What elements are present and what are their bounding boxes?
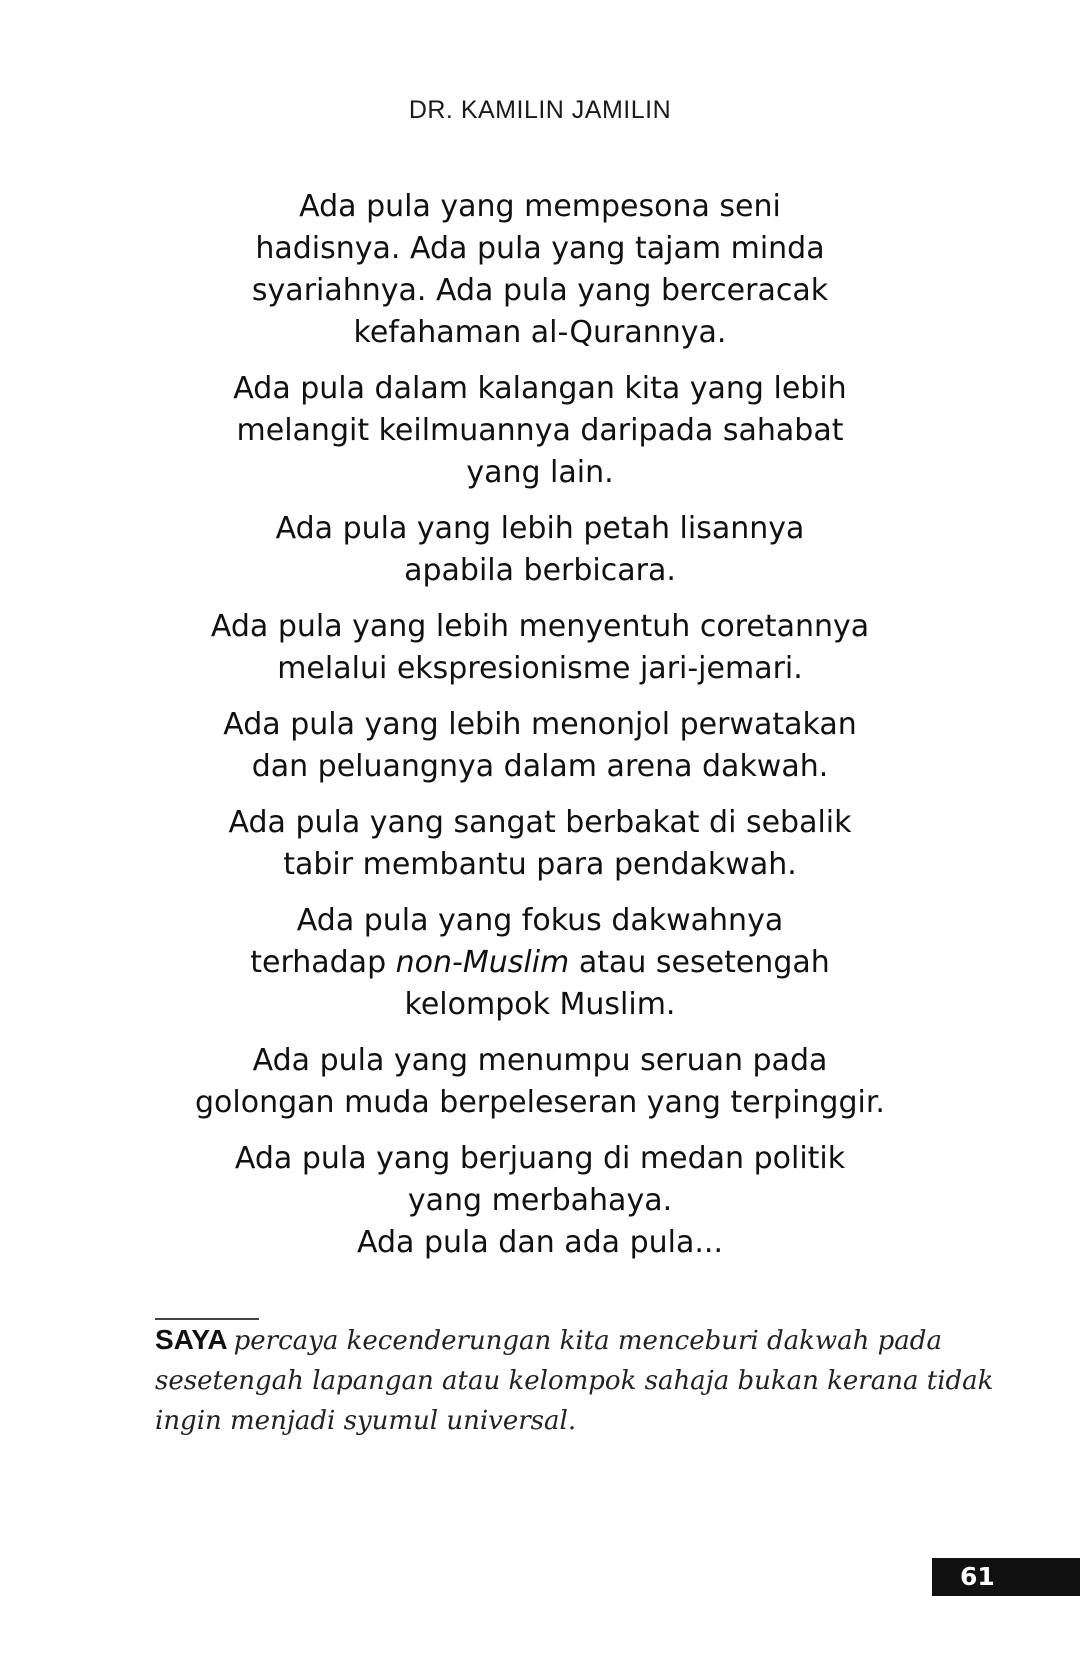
stanza-4	[150, 606, 930, 690]
poem-line: melangit keilmuannya daripada sahabat	[236, 413, 844, 448]
stanza-7	[150, 900, 930, 1026]
note-line-3: ingin menjadi syumul universal.	[155, 1406, 577, 1436]
poem-line: syariahnya. Ada pula yang berceracak	[251, 273, 829, 308]
poem-line: Ada pula yang berjuang di medan politik	[234, 1141, 846, 1176]
poem-line: Ada pula yang lebih menonjol perwatakan	[223, 707, 857, 742]
page-number: 61	[932, 1558, 1080, 1596]
poem-line: Ada pula dan ada pula...	[357, 1225, 723, 1260]
poem-line: Ada pula yang lebih petah lisannya	[275, 511, 805, 546]
note-lead-word: SAYA	[155, 1324, 228, 1355]
poem-line: yang merbahaya.	[407, 1183, 673, 1218]
poem-line: Ada pula yang fokus dakwahnya	[296, 903, 784, 938]
poem-line: Ada pula yang menumpu seruan pada	[252, 1043, 828, 1078]
poem-line: yang lain.	[466, 455, 614, 490]
poem-line: Ada pula yang sangat berbakat di sebalik	[228, 805, 852, 840]
poem-body	[150, 186, 930, 1278]
stanza-6	[150, 802, 930, 886]
poem-line: Ada pula yang lebih menyentuh coretannya	[210, 609, 870, 644]
stanza-9	[150, 1138, 930, 1264]
stanza-1	[150, 186, 930, 354]
stanza-2	[150, 368, 930, 494]
stanza-8	[150, 1040, 930, 1124]
poem-text: atau sesetengah	[569, 945, 830, 980]
poem-line: dan peluangnya dalam arena dakwah.	[251, 749, 829, 784]
poem-line-mixed	[150, 942, 930, 984]
poem-line: Ada pula yang mempesona seni	[299, 189, 781, 224]
italic-term: non-Muslim	[395, 945, 570, 980]
poem-line: melalui ekspresionisme jari-jemari.	[277, 651, 803, 686]
stanza-3	[150, 508, 930, 592]
note-line-1	[155, 1320, 945, 1361]
poem-line: apabila berbicara.	[404, 553, 676, 588]
note-line-2: sesetengah lapangan atau kelompok sahaja bukan kerana tidak	[155, 1366, 994, 1396]
poem-line: tabir membantu para pendakwah.	[283, 847, 797, 882]
running-header-author: DR. KAMILIN JAMILIN	[408, 96, 672, 124]
poem-line: kelompok Muslim.	[404, 987, 676, 1022]
poem-text: terhadap	[250, 945, 396, 980]
poem-line: Ada pula dalam kalangan kita yang lebih	[233, 371, 847, 406]
stanza-5	[150, 704, 930, 788]
poem-line: kefahaman al-Qurannya.	[353, 315, 727, 350]
poem-line: golongan muda berpeleseran yang terpinggir.	[195, 1085, 885, 1120]
note-text: percaya kecenderungan kita menceburi dakwah pada	[233, 1326, 942, 1356]
commentary-note	[155, 1320, 994, 1441]
poem-line: hadisnya. Ada pula yang tajam minda	[255, 231, 825, 266]
